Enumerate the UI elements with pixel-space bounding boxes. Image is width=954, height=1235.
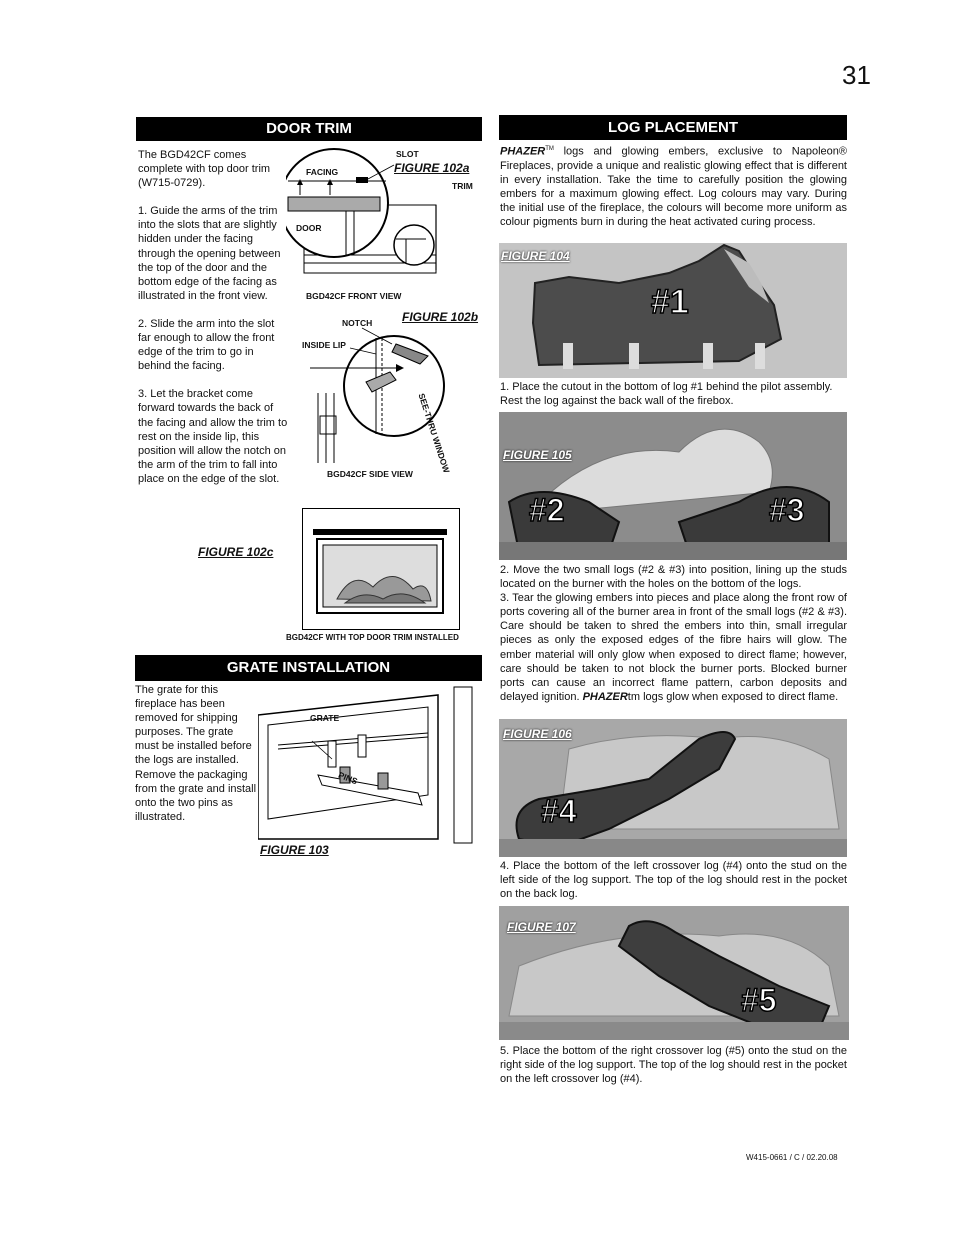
door-trim-intro: The BGD42CF comes complete with top door trim (W715-0729).	[138, 149, 271, 190]
figure-103	[258, 685, 478, 845]
fireplace-with-trim-drawing	[303, 509, 459, 629]
trademark: TM	[545, 146, 554, 152]
log-steps-2-3	[500, 563, 847, 704]
figure-107	[499, 906, 849, 1040]
log-placement-heading: LOG PLACEMENT	[499, 115, 847, 140]
label-slot: SLOT	[396, 149, 419, 159]
door-trim-step2: 2. Slide the arm into the slot far enough to allow the front edge of the trim to go in behind the facing.	[138, 317, 275, 373]
label-notch: NOTCH	[342, 318, 373, 328]
figure-102c-caption: FIGURE 102c	[198, 545, 274, 559]
figure-106	[499, 719, 847, 857]
log-intro-text: logs and glowing embers, exclusive to Napoleon® Fireplaces, provide a unique and realistic glowing effect that is different in every installation. Take the time to carefully position the glowing embers for a maximum glowing effect. Log colours may vary. During the initial use of the fireplace, the colours will become more uniform as colour pigments burn in during the heat activated curing process.	[500, 145, 847, 229]
log-mark-5: #5	[741, 982, 777, 1018]
label-pins: PINS	[336, 769, 359, 787]
door-trim-step1: 1. Guide the arms of the trim into the slots that are slightly hidden under the facing through the opening between the top of the door and the bottom edge of the facing as illustrated in the front view.	[138, 205, 281, 302]
label-trim: TRIM	[452, 181, 473, 191]
label-inside-lip: INSIDE LIP	[302, 340, 346, 350]
figure-105	[499, 412, 847, 560]
log-mark-2: #2	[529, 492, 565, 528]
grate-text: The grate for this fireplace has been removed for shipping purposes. The grate must be installed before the logs are installed. Remove the packaging from the grate and install onto the two pins as illustrated.	[135, 684, 257, 823]
door-trim-step3: 3. Let the bracket come forward towards the back of the facing and allow the trim to rest on the inside lip, this position will allow the notch on the arm of the trim to fall into place on the edge of the slot.	[138, 388, 288, 485]
log-mark-3: #3	[769, 492, 805, 528]
page-number: 31	[842, 60, 871, 90]
phazer-brand: PHAZER	[500, 145, 546, 158]
document-code: W415-0661 / C / 02.20.08	[746, 1153, 838, 1162]
logs-2-3-photo	[499, 412, 847, 560]
front-view-label: BGD42CF FRONT VIEW	[306, 291, 402, 301]
log-step-3-phazer: PHAZER	[582, 690, 628, 703]
label-see-thru-window: SEE-THRU WINDOW	[416, 392, 452, 475]
log-step-3-end: tm logs glow when exposed to direct flame.	[627, 690, 839, 703]
door-trim-text	[138, 148, 288, 486]
figure-107-caption: FIGURE 107	[507, 920, 576, 934]
figure-104	[499, 243, 847, 378]
figure-102c-label: BGD42CF WITH TOP DOOR TRIM INSTALLED	[286, 633, 459, 642]
grate-drawing	[258, 685, 478, 845]
log-step-5: 5. Place the bottom of the right crossover log (#5) onto the stud on the right side of the log support. The top of the log should rest in the pocket on the left crossover log (#4).	[500, 1045, 847, 1086]
figure-102b-caption: FIGURE 102b	[402, 310, 479, 324]
log-mark-4: #4	[541, 793, 577, 829]
figure-103-caption: FIGURE 103	[260, 843, 329, 857]
log-placement-intro	[500, 142, 847, 229]
log-step-3	[500, 591, 847, 704]
log-step-4: 4. Place the bottom of the left crossover log (#4) onto the stud on the left side of the log support. The top of the log should rest in the pocket on the back log.	[500, 860, 847, 901]
log-step-2: 2. Move the two small logs (#2 & #3) into position, lining up the studs located on the burner with the holes on the bottom of the logs.	[500, 564, 847, 591]
figure-104-caption: FIGURE 104	[501, 249, 570, 263]
label-door: DOOR	[296, 223, 322, 233]
log-mark-1: #1	[651, 283, 689, 321]
log-step-1: 1. Place the cutout in the bottom of log #1 behind the pilot assembly. Rest the log against the back wall of the firebox.	[500, 381, 833, 408]
door-trim-heading: DOOR TRIM	[136, 117, 482, 141]
grate-heading: GRATE INSTALLATION	[135, 655, 482, 681]
figure-102a-caption: FIGURE 102a	[394, 161, 470, 175]
figure-102a	[286, 145, 486, 305]
figure-102c	[302, 508, 460, 630]
figure-106-caption: FIGURE 106	[503, 727, 572, 741]
figure-105-caption: FIGURE 105	[503, 448, 572, 462]
label-grate: GRATE	[310, 713, 340, 723]
log-step-3-text: 3. Tear the glowing embers into pieces and place along the front row of ports covering all of the burner area in front of the small logs (#2 & #3). Care should be taken to shred the embers into thin, small irregular pieces as only the exposed edges of the fibre hairs will glow. The ember material will only glow when exposed to direct flame; however, care should be taken to not block the burner ports. Blocked burner ports can cause an incorrect flame pattern, carbon deposits and delayed ignition.	[500, 592, 847, 703]
figure-102b	[300, 308, 490, 483]
side-view-label: BGD42CF SIDE VIEW	[327, 469, 413, 479]
side-view-drawing	[300, 308, 490, 483]
label-facing: FACING	[306, 167, 339, 177]
